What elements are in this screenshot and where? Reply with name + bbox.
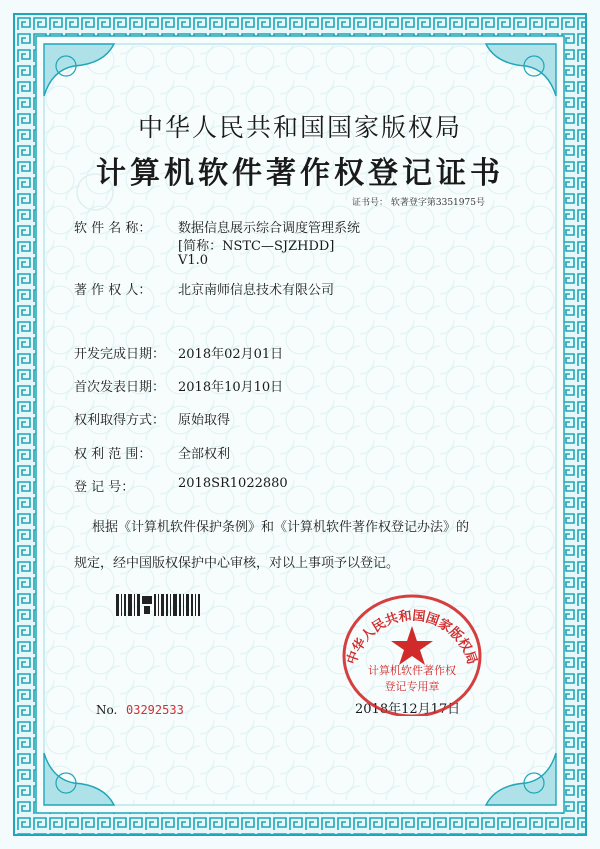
certificate-title: 计算机软件著作权登记证书: [96, 156, 504, 191]
barcode: [116, 594, 200, 616]
field-label-copyright-owner: 著 作 权 人：: [74, 283, 152, 298]
field-value-version: V1.0: [178, 253, 209, 268]
statement-line-1: 根据《计算机软件保护条例》和《计算机软件著作权登记办法》的: [92, 520, 470, 535]
field-value-software-name: 数据信息展示综合调度管理系统: [178, 221, 361, 236]
serial-label: No.: [96, 703, 118, 717]
field-value-copyright-owner: 北京南师信息技术有限公司: [178, 283, 335, 298]
field-label-completion-date: 开发完成日期：: [74, 347, 166, 362]
seal-ring-text: 中华人民共和国国家版权局: [344, 608, 480, 667]
certificate-number: 证书号： 软著登字第3351975号: [352, 198, 485, 208]
official-seal: [336, 586, 488, 716]
field-value-rights-scope: 全部权利: [178, 447, 231, 462]
field-label-registration-number: 登 记 号：: [74, 480, 135, 495]
field-label-acquisition-method: 权利取得方式：: [74, 413, 166, 428]
field-value-completion-date: 2018年02月01日: [178, 347, 284, 362]
star-icon: [391, 626, 433, 665]
field-label-publish-date: 首次发表日期：: [74, 380, 166, 395]
field-value-acquisition-method: 原始取得: [178, 413, 231, 428]
seal-line-2: 登记专用章: [384, 680, 440, 693]
field-value-publish-date: 2018年10月10日: [178, 380, 284, 395]
issue-date: 2018年12月17日: [355, 702, 461, 717]
serial-number: 03292533: [126, 703, 184, 717]
seal-line-1: 计算机软件著作权: [368, 664, 456, 677]
field-value-short-name: [简称：NSTC—SJZHDD]: [178, 239, 335, 254]
field-label-rights-scope: 权 利 范 围：: [74, 447, 152, 462]
field-value-registration-number: 2018SR1022880: [178, 476, 288, 491]
field-label-software-name: 软 件 名 称：: [74, 221, 152, 236]
statement-line-2: 规定，经中国版权保护中心审核，对以上事项予以登记。: [74, 556, 400, 571]
issuer-name: 中华人民共和国国家版权局: [137, 113, 462, 142]
